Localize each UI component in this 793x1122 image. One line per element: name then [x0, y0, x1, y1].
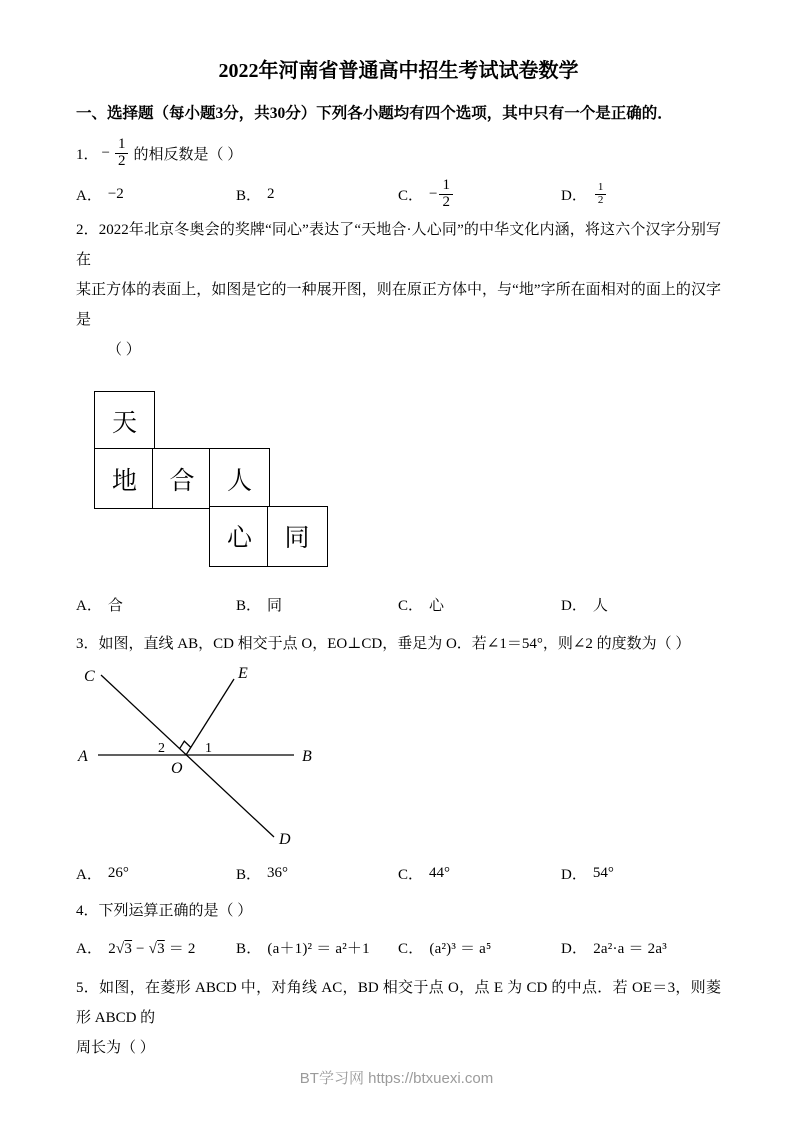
question-2 — [76, 215, 721, 365]
option-label: A． — [76, 187, 102, 204]
point-label-a: A — [78, 747, 88, 765]
option-value: 合 — [107, 598, 123, 614]
option-label: A． — [76, 867, 102, 883]
option-value: 人 — [592, 598, 608, 614]
q4-options — [76, 931, 721, 965]
q1-text: 的相反数是（ ） — [133, 146, 243, 163]
option-label: C． — [398, 941, 424, 957]
fraction-denominator: 2 — [597, 193, 604, 206]
net-cell-tong: 同 — [267, 506, 328, 567]
q3-options — [76, 860, 721, 888]
fraction-numerator: 1 — [595, 182, 607, 195]
math-part: ＝ 2 — [164, 941, 196, 957]
fraction-numerator: 1 — [439, 178, 453, 195]
q3-geometry-figure — [76, 665, 386, 850]
q3-figure-wrap — [76, 665, 721, 855]
footer-watermark: BT学习网 https://btxuexi.com — [299, 1070, 494, 1087]
option-value: (a＋1)² ＝ a²＋1 — [267, 941, 370, 957]
q1-option-a — [76, 184, 236, 205]
radicand: 3 — [157, 941, 165, 957]
q1-fraction-denominator: 2 — [117, 152, 126, 169]
option-label: B． — [236, 941, 262, 957]
question-1 — [76, 133, 721, 173]
q2-option-a — [76, 594, 236, 615]
point-label-o: O — [171, 759, 183, 777]
math-part: − √ — [132, 941, 158, 957]
option-value: 54° — [592, 865, 614, 881]
option-fraction — [595, 182, 607, 206]
q1-option-b — [236, 184, 398, 205]
option-value: 同 — [267, 598, 283, 614]
fraction-denominator: 2 — [442, 193, 450, 210]
net-cell-xin: 心 — [209, 506, 270, 567]
net-cell-ren: 人 — [209, 448, 270, 509]
q4-option-b — [236, 937, 398, 958]
q2-answer-blank: （ ） — [107, 341, 141, 358]
q1-option-d — [561, 182, 721, 206]
q1-fraction-numerator: 1 — [115, 137, 129, 154]
option-minus: − — [429, 185, 438, 202]
q1-fraction — [115, 137, 129, 170]
q3-option-b — [236, 863, 398, 884]
q4-option-c — [398, 937, 561, 958]
angle-1-label: 1 — [205, 740, 212, 756]
point-label-e: E — [238, 664, 248, 682]
option-label: A． — [76, 598, 102, 614]
option-label: D． — [561, 867, 587, 883]
question-4: 4．下列运算正确的是（ ） — [76, 902, 253, 919]
q1-option-c — [398, 178, 561, 211]
radicand: 3 — [124, 941, 133, 957]
point-label-c: C — [84, 667, 95, 685]
net-cell-tian: 天 — [94, 391, 155, 452]
q3-option-c — [398, 863, 561, 884]
section-header: 一、选择题（每小题3分，共30分）下列各小题均有四个选项，其中只有一个是正确的． — [76, 105, 673, 122]
net-cell-he: 合 — [152, 448, 213, 509]
point-label-b: B — [302, 747, 312, 765]
q1-options — [76, 178, 721, 211]
q2-options — [76, 591, 721, 619]
q2-option-c — [398, 594, 561, 615]
math-part: 2√ — [108, 941, 125, 957]
option-label: D． — [561, 598, 587, 614]
option-value: 36° — [267, 865, 289, 881]
q4-option-d — [561, 937, 721, 958]
question-5 — [76, 973, 721, 1063]
q2-line1: 2．2022年北京冬奥会的奖牌“同心”表达了“天地合·人心同”的中华文化内涵，将这六个汉字分别写在 — [76, 221, 721, 268]
option-value: (a²)³ ＝ a⁵ — [429, 941, 492, 957]
option-fraction — [439, 178, 453, 211]
q2-cube-net-figure — [94, 391, 334, 567]
option-label: B． — [236, 867, 262, 883]
q5-line2: 周长为（ ） — [76, 1039, 155, 1056]
q3-option-d — [561, 863, 721, 884]
q5-line1: 5．如图，在菱形 ABCD 中，对角线 AC，BD 相交于点 O，点 E 为 CD 的中点．若 OE＝3，则菱形 ABCD 的 — [76, 979, 721, 1026]
option-label: D． — [561, 187, 587, 204]
line-cd — [101, 675, 274, 837]
option-label: B． — [236, 187, 262, 204]
option-value: −2 — [107, 185, 124, 202]
option-value — [108, 937, 195, 958]
option-label: D． — [561, 941, 588, 957]
q1-number: 1． — [76, 146, 99, 163]
option-label: A． — [76, 941, 103, 957]
net-cell-di: 地 — [94, 448, 155, 509]
option-label: C． — [398, 598, 424, 614]
q2-option-d — [561, 594, 721, 615]
q1-minus-sign: − — [101, 144, 110, 161]
option-label: C． — [398, 187, 424, 204]
option-value: 44° — [429, 865, 451, 881]
question-3: 3．如图，直线 AB，CD 相交于点 O，EO⊥CD，垂足为 O．若∠1＝54°，则∠2 的度数为（ ） — [76, 635, 691, 652]
point-label-d: D — [279, 830, 291, 848]
q2-option-b — [236, 594, 398, 615]
right-angle-mark — [180, 741, 191, 749]
option-value: 26° — [107, 865, 129, 881]
page-title: 2022年河南省普通高中招生考试试卷数学 — [218, 60, 579, 82]
q2-line2: 某正方体的表面上，如图是它的一种展开图，则在原正方体中，与“地”字所在面相对的面上的汉字是 — [76, 281, 721, 328]
q3-option-a — [76, 863, 236, 884]
q4-option-a — [76, 937, 236, 958]
option-label: C． — [398, 867, 424, 883]
option-value: 心 — [429, 598, 445, 614]
option-label: B． — [236, 598, 262, 614]
option-value: 2a²·a ＝ 2a³ — [593, 941, 667, 957]
angle-2-label: 2 — [158, 740, 165, 756]
option-value: 2 — [267, 185, 275, 202]
